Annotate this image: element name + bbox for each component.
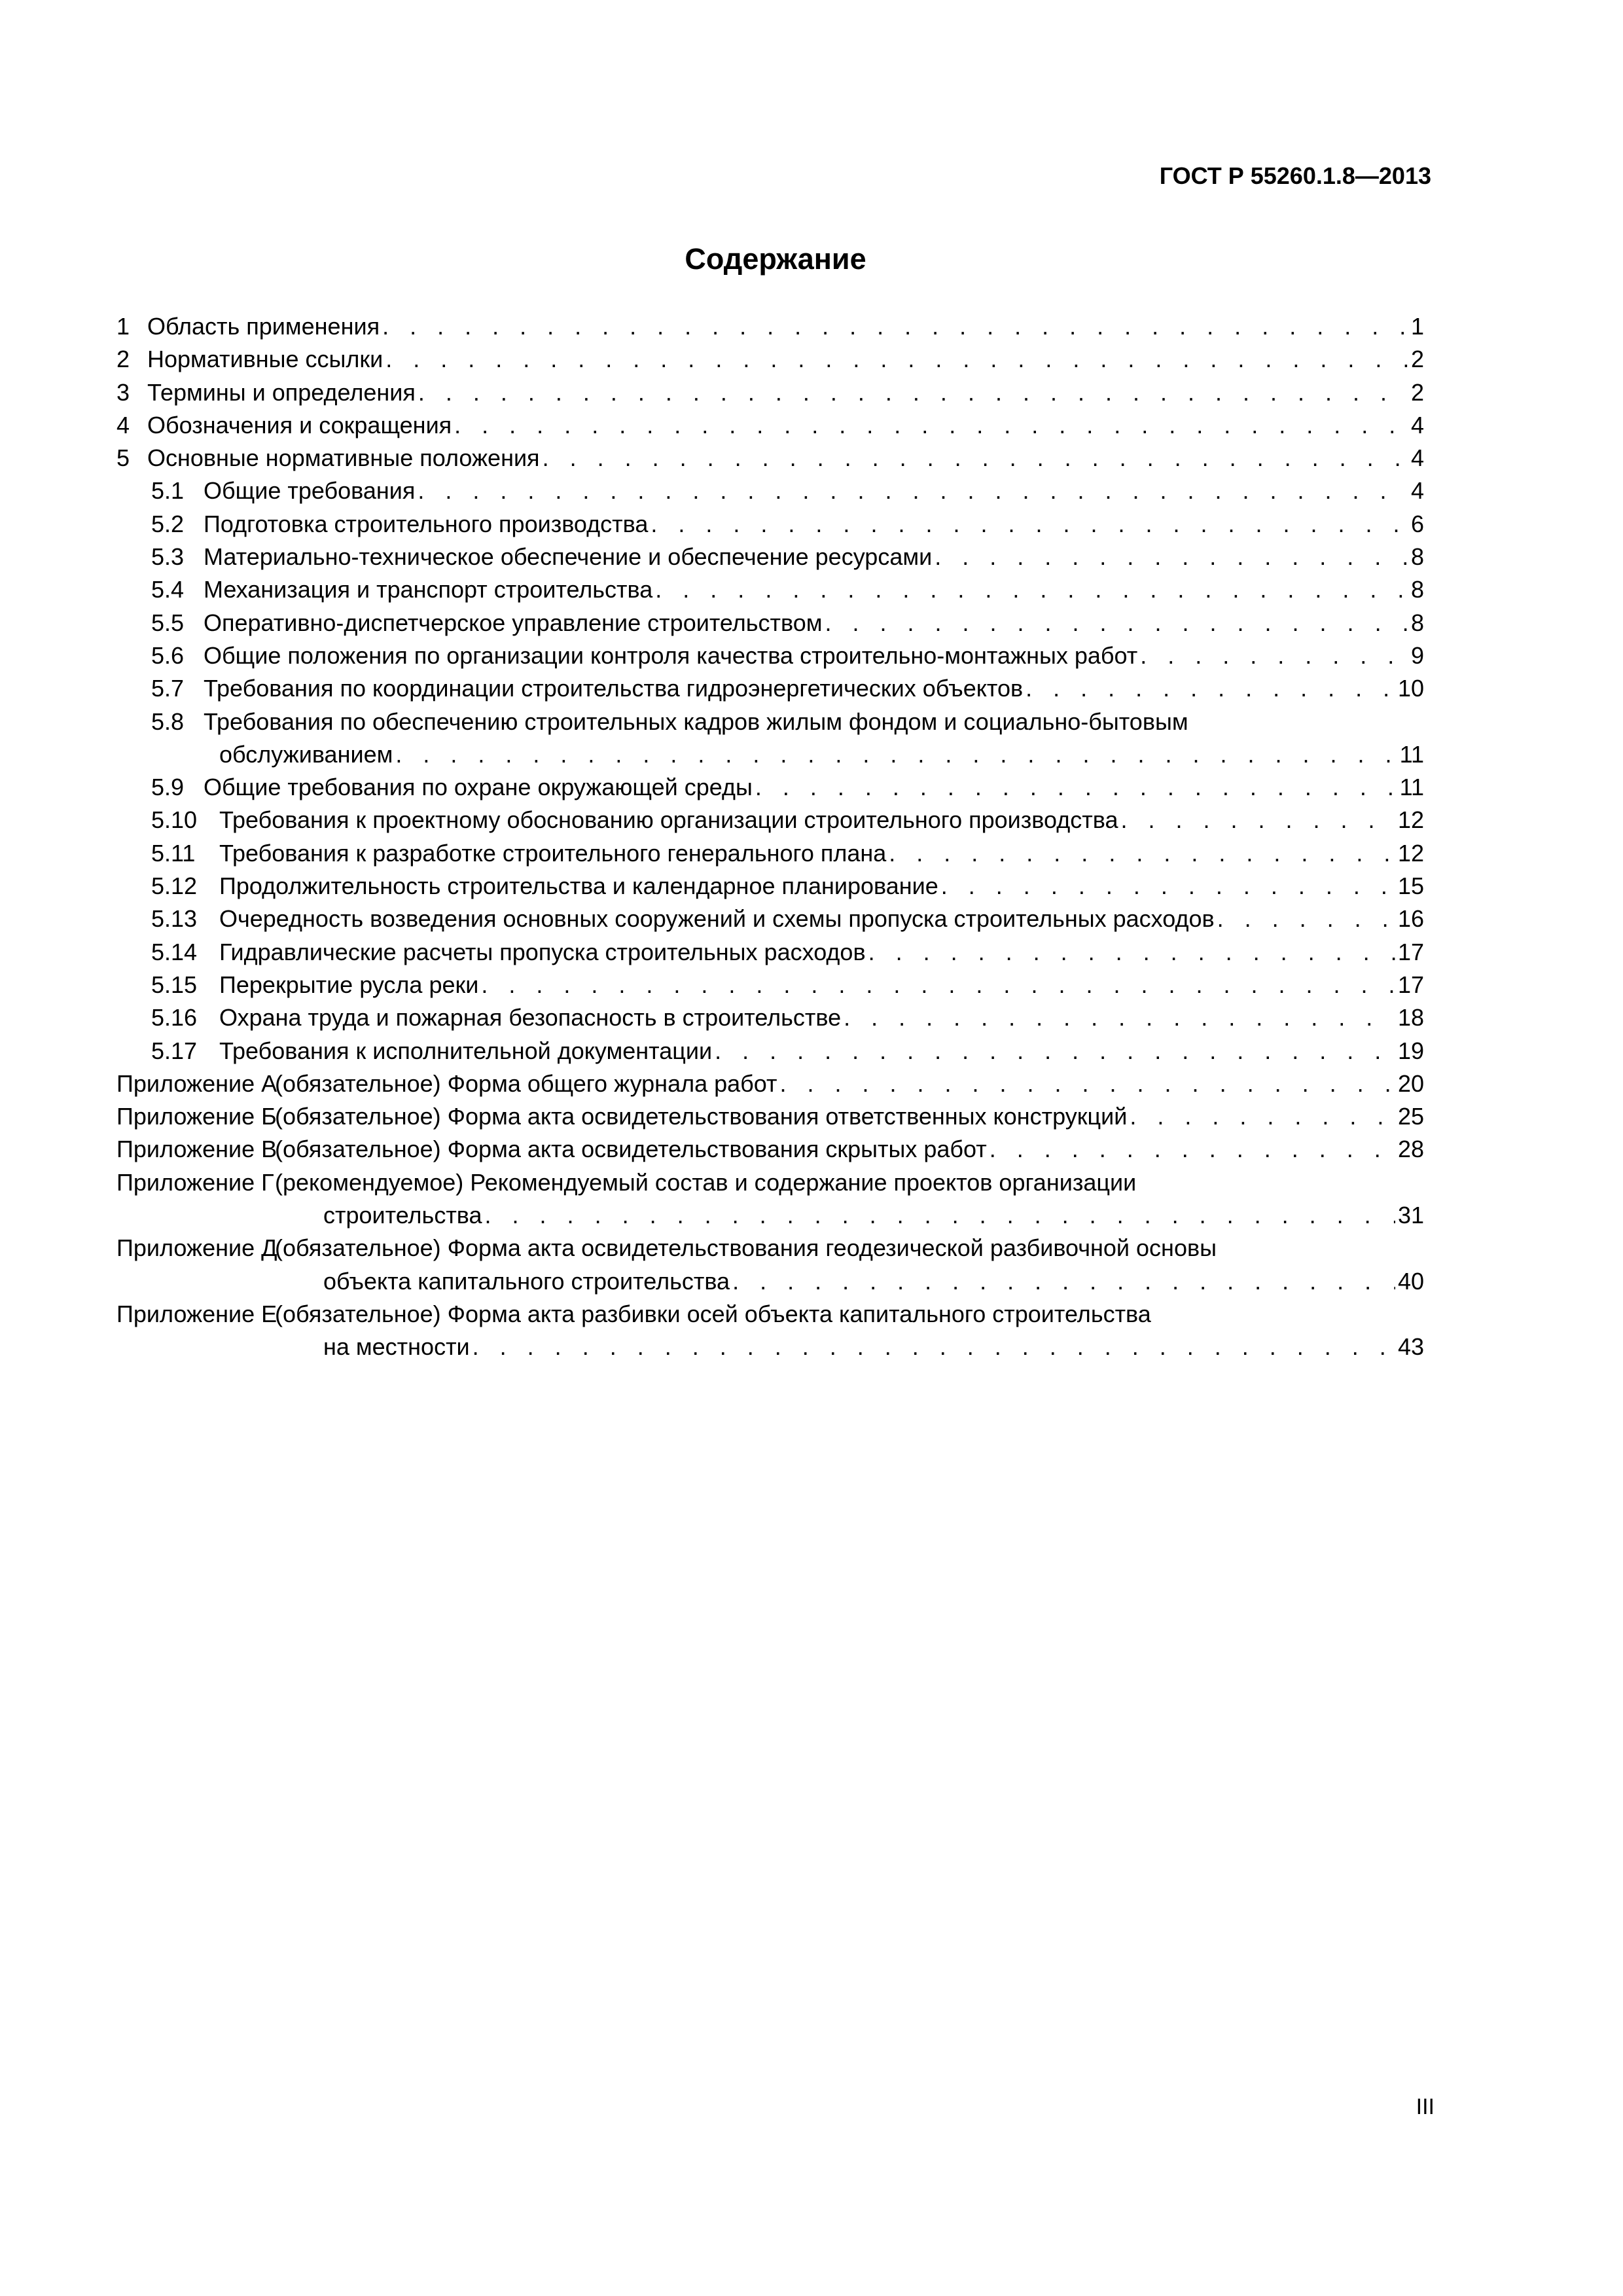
toc-entry-number: 5 <box>116 444 130 472</box>
toc-entry <box>116 804 1424 836</box>
dot-leader <box>1130 1100 1395 1133</box>
toc-entry-title: Термины и определения <box>147 378 416 406</box>
toc-entry-number: 5.11 <box>151 839 196 867</box>
toc-entry-title: Область применения <box>147 313 380 340</box>
toc-entry <box>116 1001 1424 1034</box>
toc-entry-page: 17 <box>1397 971 1424 998</box>
toc-entry-title: Требования к разработке строительного генерального плана <box>219 839 887 867</box>
toc-entry <box>116 936 1424 969</box>
toc-entry <box>116 1100 1424 1133</box>
toc-entry-number: 3 <box>116 378 130 406</box>
dot-leader <box>485 1199 1395 1232</box>
toc-entry-page: 4 <box>1410 411 1424 439</box>
toc-entry-number: Приложение Г <box>116 1168 274 1196</box>
toc-entry <box>116 1166 1424 1199</box>
toc-entry <box>116 903 1424 935</box>
toc-entry-number: 5.16 <box>151 1004 198 1031</box>
toc-entry-title-continued: на местности <box>323 1333 470 1361</box>
toc-entry-title: Основные нормативные положения <box>147 444 540 472</box>
dot-leader <box>418 475 1408 507</box>
toc-entry-page: 40 <box>1397 1267 1424 1295</box>
toc-entry <box>116 409 1424 442</box>
toc-entry-title: Продолжительность строительства и календарное планирование <box>219 872 938 900</box>
dot-leader <box>755 771 1397 804</box>
dot-leader <box>844 1001 1395 1034</box>
toc-entry-number: 5.12 <box>151 872 198 900</box>
dot-leader <box>941 870 1395 903</box>
dot-leader <box>1026 672 1395 705</box>
toc-entry-page: 8 <box>1410 543 1424 571</box>
toc-entry-continuation <box>116 1199 1424 1232</box>
dot-leader <box>868 936 1395 969</box>
toc-entry-number: 2 <box>116 346 130 373</box>
toc-entry-number: 5.6 <box>151 641 185 669</box>
toc-entry-title: (обязательное) Форма акта освидетельствования геодезической разбивочной основы <box>275 1234 1217 1262</box>
toc-entry-continuation <box>116 1331 1424 1363</box>
toc-entry-number: 5.15 <box>151 971 198 998</box>
dot-leader <box>473 1331 1395 1363</box>
dot-leader <box>1120 804 1395 836</box>
dot-leader <box>385 343 1408 376</box>
toc-entry-page: 6 <box>1410 510 1424 537</box>
toc-entry-title: Охрана труда и пожарная безопасность в строительстве <box>219 1004 842 1031</box>
toc-entry <box>116 1035 1424 1067</box>
toc-entry <box>116 870 1424 903</box>
toc-entry <box>116 541 1424 573</box>
toc-entry <box>116 475 1424 507</box>
dot-leader <box>1140 639 1408 672</box>
dot-leader <box>780 1067 1395 1100</box>
toc-entry <box>116 639 1424 672</box>
toc-entry-page: 4 <box>1410 444 1424 472</box>
toc-entry <box>116 1232 1424 1265</box>
toc-entry-title: Требования по координации строительства гидроэнергетических объектов <box>204 675 1024 702</box>
toc-entry-title: Подготовка строительного производства <box>204 510 649 537</box>
toc-entry-page: 43 <box>1397 1333 1424 1361</box>
toc-entry-title: Требования к исполнительной документации <box>219 1037 713 1064</box>
toc-entry <box>116 1298 1424 1331</box>
toc-entry-number: 5.8 <box>151 708 185 735</box>
dot-leader <box>395 738 1397 771</box>
toc-entry <box>116 771 1424 804</box>
document-code: ГОСТ Р 55260.1.8—2013 <box>1159 162 1431 189</box>
toc-entry-title: Общие требования <box>204 477 416 505</box>
dot-leader <box>715 1035 1395 1067</box>
dot-leader <box>825 607 1408 639</box>
toc-entry-title-continued: строительства <box>323 1202 482 1229</box>
toc-entry-title-continued: объекта капитального строительства <box>323 1267 730 1295</box>
toc-entry-number: Приложение А <box>116 1069 277 1097</box>
dot-leader <box>732 1265 1395 1298</box>
dot-leader <box>1217 903 1395 935</box>
toc-entry-number: 4 <box>116 411 130 439</box>
toc-entry-title: Перекрытие русла реки <box>219 971 479 998</box>
toc-entry-number: 5.13 <box>151 905 198 933</box>
dot-leader <box>418 376 1408 409</box>
toc-entry-title: Оперативно-диспетчерское управление строительством <box>204 609 823 636</box>
toc-entry-title: Требования по обеспечению строительных кадров жилым фондом и социально-бытовым <box>204 708 1188 735</box>
toc-entry-page: 1 <box>1410 313 1424 340</box>
toc-entry-page: 2 <box>1410 346 1424 373</box>
toc-entry-number: Приложение Б <box>116 1103 277 1130</box>
toc-entry <box>116 1133 1424 1166</box>
toc-entry-page: 8 <box>1410 609 1424 636</box>
toc-entry <box>116 837 1424 870</box>
toc-entry-title: (обязательное) Форма акта освидетельствования скрытых работ <box>275 1136 987 1163</box>
toc-entry-page: 10 <box>1397 675 1424 702</box>
toc-entry-page: 4 <box>1410 477 1424 505</box>
toc-entry-page: 15 <box>1397 872 1424 900</box>
toc-entry-page: 8 <box>1410 576 1424 603</box>
dot-leader <box>990 1133 1395 1166</box>
dot-leader <box>935 541 1408 573</box>
toc-entry <box>116 343 1424 376</box>
toc-entry-number: 5.3 <box>151 543 185 571</box>
toc-entry-number: 5.4 <box>151 576 185 603</box>
toc-entry-title: Очередность возведения основных сооружений и схемы пропуска строительных расходов <box>219 905 1215 933</box>
toc-entry <box>116 607 1424 639</box>
toc-entry <box>116 508 1424 541</box>
toc-entry-number: 5.17 <box>151 1037 198 1064</box>
toc-entry-number: Приложение Е <box>116 1300 277 1327</box>
toc-entry-title: Общие требования по охране окружающей среды <box>204 774 753 801</box>
toc-entry-number: Приложение Д <box>116 1234 277 1262</box>
table-of-contents <box>116 310 1424 1364</box>
toc-entry-number: 5.10 <box>151 806 198 834</box>
toc-entry-page: 20 <box>1397 1069 1424 1097</box>
toc-entry-number: 5.9 <box>151 774 185 801</box>
toc-entry-number: 1 <box>116 313 130 340</box>
toc-entry-title: Требования к проектному обоснованию организации строительного производства <box>219 806 1118 834</box>
toc-entry-number: Приложение В <box>116 1136 277 1163</box>
toc-entry-page: 28 <box>1397 1136 1424 1163</box>
toc-entry-title-continued: обслуживанием <box>219 740 393 768</box>
dot-leader <box>889 837 1395 870</box>
toc-entry-page: 11 <box>1399 740 1424 768</box>
toc-entry-continuation <box>116 1265 1424 1298</box>
toc-entry <box>116 672 1424 705</box>
toc-entry-number: 5.14 <box>151 938 198 965</box>
toc-entry <box>116 1067 1424 1100</box>
toc-entry-continuation <box>116 738 1424 771</box>
toc-entry-page: 9 <box>1410 641 1424 669</box>
toc-entry-page: 25 <box>1397 1103 1424 1130</box>
toc-entry <box>116 706 1424 738</box>
toc-entry-number: 5.1 <box>151 477 185 505</box>
toc-entry-title: Общие положения по организации контроля качества строительно-монтажных работ <box>204 641 1138 669</box>
toc-entry-number: 5.7 <box>151 675 185 702</box>
toc-entry-title: (обязательное) Форма акта разбивки осей объекта капитального строительства <box>275 1300 1151 1327</box>
toc-entry-page: 2 <box>1410 378 1424 406</box>
toc-entry-number: 5.2 <box>151 510 185 537</box>
toc-entry <box>116 376 1424 409</box>
toc-entry-title: (обязательное) Форма общего журнала работ <box>275 1069 777 1097</box>
page-number: III <box>1416 2094 1435 2119</box>
toc-entry-page: 17 <box>1397 938 1424 965</box>
toc-entry-page: 11 <box>1399 774 1424 801</box>
toc-entry-page: 18 <box>1397 1004 1424 1031</box>
toc-entry <box>116 573 1424 606</box>
dot-leader <box>481 969 1395 1001</box>
dot-leader <box>655 573 1408 606</box>
toc-entry-page: 19 <box>1397 1037 1424 1064</box>
toc-entry-page: 12 <box>1397 839 1424 867</box>
toc-entry <box>116 969 1424 1001</box>
toc-entry-title: Обозначения и сокращения <box>147 411 452 439</box>
toc-entry-title: (рекомендуемое) Рекомендуемый состав и содержание проектов организации <box>275 1168 1137 1196</box>
page-title: Содержание <box>685 242 866 276</box>
dot-leader <box>454 409 1408 442</box>
dot-leader <box>543 442 1408 475</box>
toc-entry-number: 5.5 <box>151 609 185 636</box>
dot-leader <box>382 310 1408 343</box>
toc-entry <box>116 442 1424 475</box>
toc-entry-title: Нормативные ссылки <box>147 346 383 373</box>
toc-entry <box>116 310 1424 343</box>
toc-entry-title: (обязательное) Форма акта освидетельствования ответственных конструкций <box>275 1103 1128 1130</box>
toc-entry-title: Механизация и транспорт строительства <box>204 576 653 603</box>
dot-leader <box>651 508 1408 541</box>
toc-entry-page: 12 <box>1397 806 1424 834</box>
toc-entry-title: Материально-техническое обеспечение и обеспечение ресурсами <box>204 543 933 571</box>
toc-entry-page: 16 <box>1397 905 1424 933</box>
toc-entry-title: Гидравлические расчеты пропуска строительных расходов <box>219 938 866 965</box>
toc-entry-page: 31 <box>1397 1202 1424 1229</box>
